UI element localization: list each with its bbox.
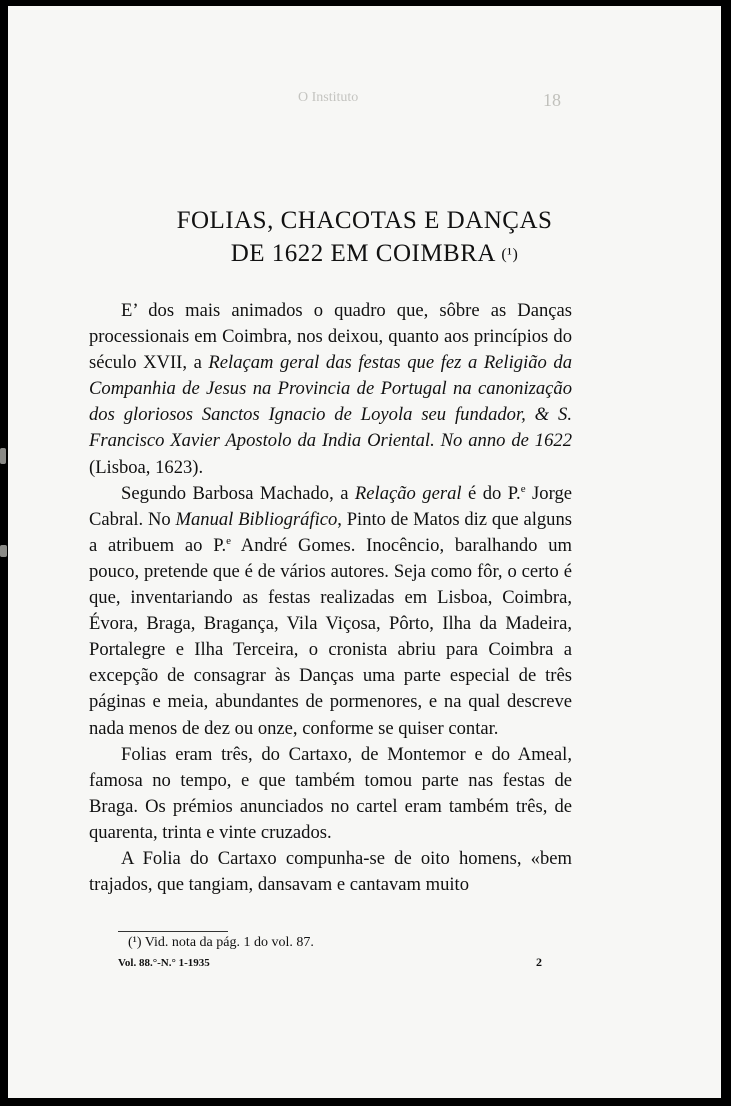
scan-smudge	[0, 545, 7, 557]
article-title	[8, 204, 721, 271]
footnote: (¹) Vid. nota da pág. 1 do vol. 87.	[128, 935, 314, 950]
superscript: e	[520, 482, 526, 495]
text-run: Folias eram três, do Cartaxo, de Montemor e do Ameal, famosa no tempo, e que também tomou parte nas festas de Braga. Os prémios anunciados no cartel eram também três, de quarenta, trinta e vinte cruzados.	[89, 743, 572, 843]
paragraph	[89, 481, 572, 742]
document-page	[8, 6, 721, 1098]
footnote-reference: (¹)	[501, 246, 519, 263]
article-body	[89, 298, 572, 898]
superscript: e	[226, 534, 232, 547]
paragraph	[89, 846, 572, 898]
text-run: , Pinto de Matos diz que alguns a atribuem ao P.	[89, 508, 572, 556]
text-run: Segundo Barbosa Machado, a	[121, 482, 355, 504]
italic-text: Manual Bibliográfico	[175, 508, 338, 530]
signature-number: 2	[536, 955, 542, 969]
text-run: E’ dos mais animados o quadro que, sôbre as Danças processionais em Coimbra, nos deixou, quanto aos princípios do século XVII, a	[89, 300, 572, 374]
italic-text: Relação geral	[354, 482, 462, 504]
scan-smudge	[0, 448, 6, 464]
show-through-page-number: 18	[543, 90, 561, 110]
title-line-2	[8, 237, 721, 271]
title-line-1: FOLIAS, CHACOTAS E DANÇAS	[176, 207, 553, 234]
footnote-divider	[118, 931, 228, 932]
italic-text: Relaçam geral das festas que fez a Religião da Companhia de Jesus na Provincia de Portugal na canonização dos gloriosos Sanctos Ignacio de Loyola seu fundador, & S. Francisco Xavier Apostolo da India Oriental. No anno de 1622	[89, 352, 573, 452]
title-line-2-text: DE 1622 EM COIMBRA	[230, 240, 495, 267]
text-run: (Lisboa, 1623).	[89, 456, 204, 478]
text-run: Jorge Cabral. No	[89, 482, 572, 530]
signature-mark: Vol. 88.°-N.° 1-1935	[118, 957, 210, 969]
text-run: A Folia do Cartaxo compunha-se de oito homens, «bem trajados, que tangiam, dansavam e cantavam muito	[89, 847, 572, 896]
show-through-running-head: O Instituto	[298, 90, 359, 105]
paragraph	[89, 742, 572, 846]
text-run: André Gomes. Inocêncio, baralhando um pouco, pretende que é de vários autores. Seja como fôr, o certo é que, inventariando as festas realizadas em Lisboa, Coimbra, Évora, Braga, Bragança, Vila Viçosa, Pôrto, Ilha da Madeira, Portalegre e Ilha Terceira, o cronista abriu para Coimbra a excepção de consagrar às Danças uma parte especial de três páginas e meia, abundantes de pormenores, e na qual descreve nada menos de dez ou onze, conforme se quiser contar.	[89, 534, 573, 739]
paragraph	[89, 298, 572, 481]
text-run: é do P.	[461, 482, 521, 504]
